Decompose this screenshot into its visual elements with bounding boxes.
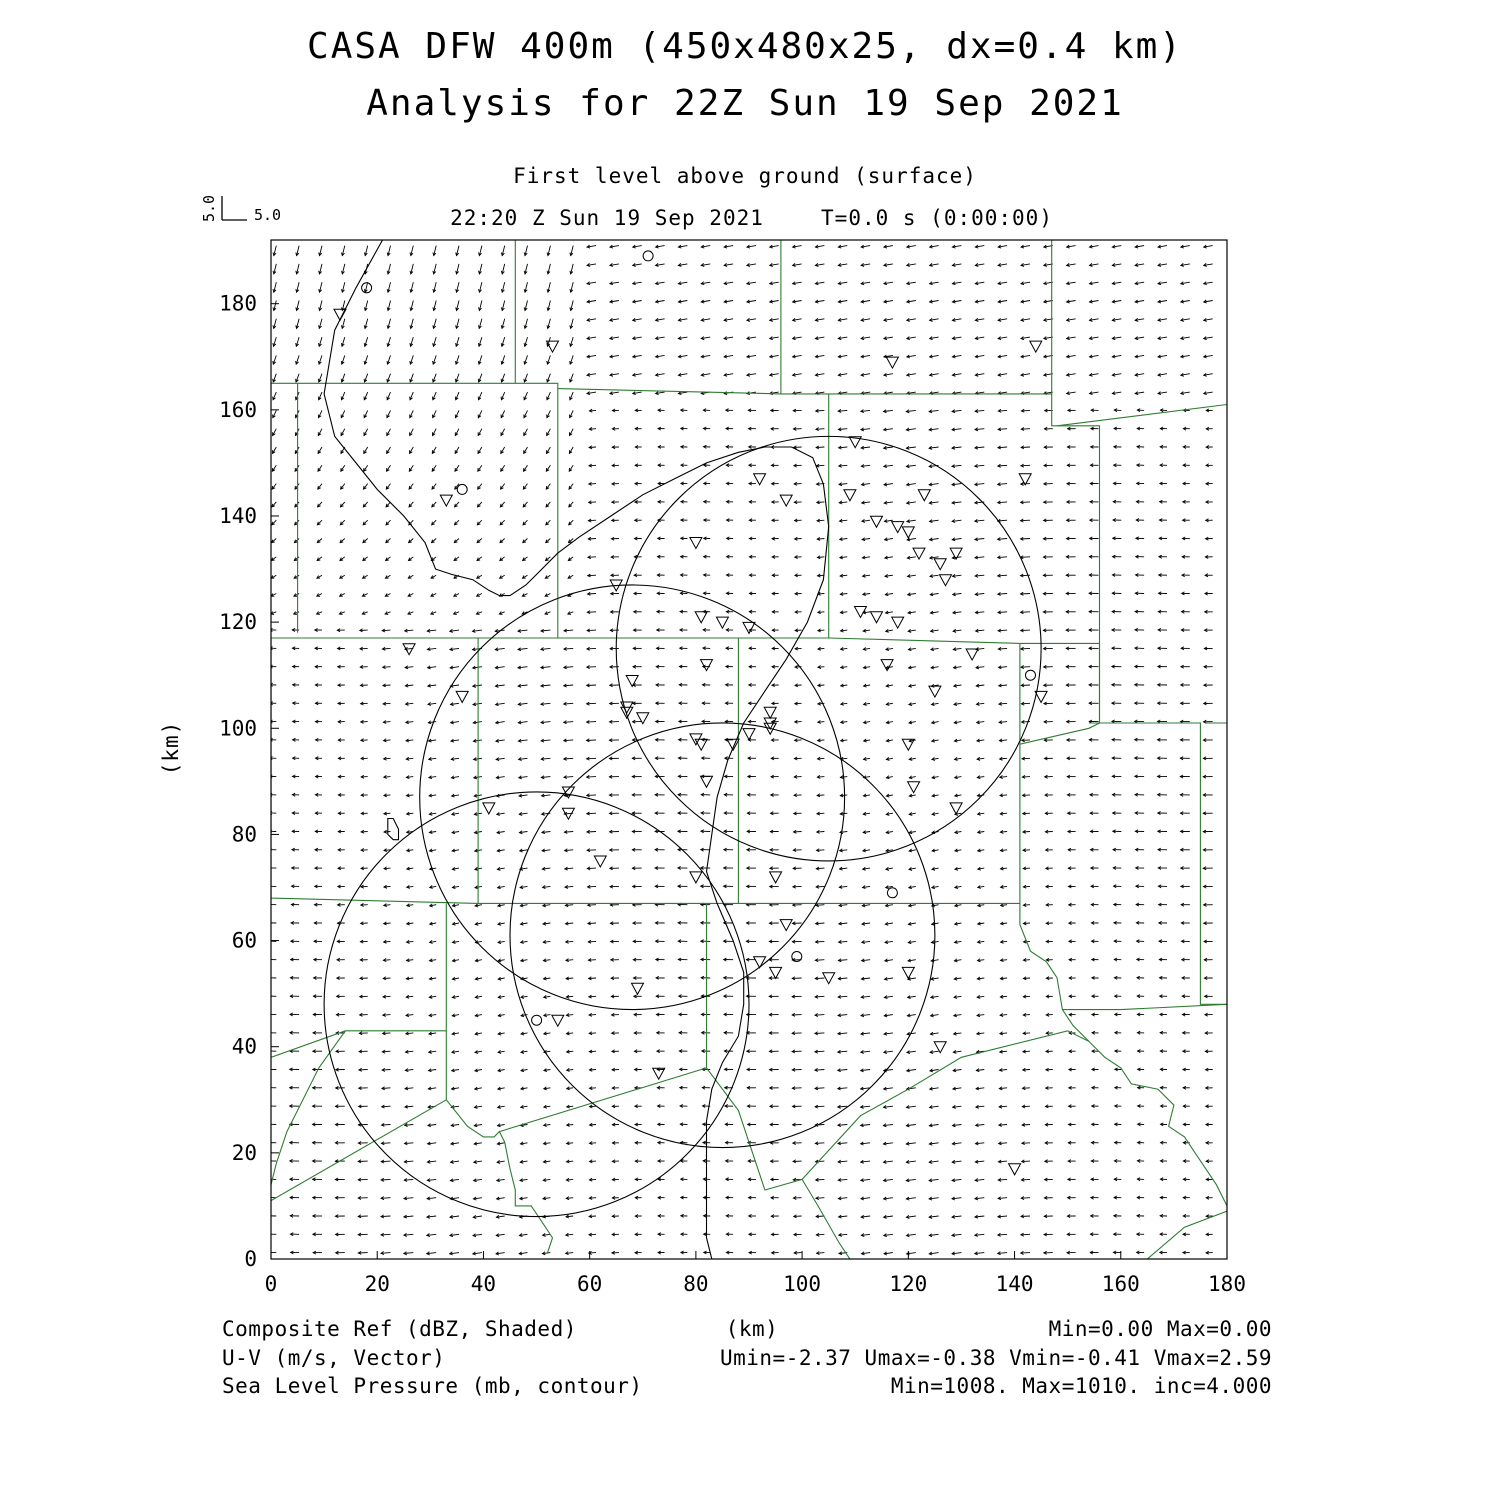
station-triangle-marker — [908, 782, 920, 793]
county-boundary — [1089, 723, 1227, 1004]
footer-field2-name: U-V (m/s, Vector) — [222, 1346, 446, 1370]
radar-range-ring — [420, 585, 845, 1010]
pressure-contour — [388, 819, 399, 840]
station-triangle-marker — [770, 872, 782, 883]
y-tick-label: 60 — [231, 928, 257, 953]
station-triangle-marker — [440, 495, 452, 506]
y-tick-label: 180 — [219, 291, 257, 316]
station-triangle-marker — [934, 1042, 946, 1053]
footer-field3-name: Sea Level Pressure (mb, contour) — [222, 1374, 643, 1398]
wind-vector-head — [267, 958, 270, 961]
county-boundary — [829, 240, 1052, 394]
y-tick-label: 100 — [219, 716, 257, 741]
valid-time-label: 22:20 Z Sun 19 Sep 2021 — [450, 206, 764, 230]
station-triangle-marker — [950, 803, 962, 814]
forecast-time-label: T=0.0 s (0:00:00) — [821, 206, 1053, 230]
station-circle-marker — [643, 251, 653, 261]
x-tick-label: 0 — [264, 1272, 278, 1296]
wind-vector-head — [267, 1050, 270, 1053]
wind-vector-head — [268, 1196, 271, 1199]
station-triangle-marker — [902, 527, 914, 538]
wind-vector-head — [267, 976, 270, 979]
x-axis-label: (km) — [725, 1317, 779, 1341]
wind-vector-head — [267, 1141, 270, 1144]
station-triangle-marker — [780, 920, 792, 931]
county-boundary — [802, 1179, 850, 1259]
station-triangle-marker — [823, 973, 835, 984]
county-boundary — [271, 1031, 345, 1058]
county-boundary — [558, 389, 829, 638]
station-triangle-marker — [1030, 341, 1042, 352]
station-triangle-marker — [780, 495, 792, 506]
county-boundary — [707, 1031, 1228, 1206]
station-circle-marker — [1026, 670, 1036, 680]
wind-vector-field — [267, 245, 1213, 1255]
station-triangle-marker — [690, 872, 702, 883]
station-triangle-marker — [456, 691, 468, 702]
footer-field2-stats: Umin=-2.37 Umax=-0.38 Vmin=-0.41 Vmax=2.59 — [719, 1346, 1272, 1370]
reference-vector-v-label: 5.0 — [200, 194, 218, 222]
station-triangle-marker — [754, 957, 766, 968]
wind-vector-head — [268, 940, 271, 943]
station-triangle-marker — [690, 538, 702, 549]
x-tick-label: 100 — [783, 1272, 822, 1296]
radar-range-ring — [324, 792, 749, 1217]
y-tick-label: 120 — [219, 610, 257, 635]
y-tick-label: 80 — [231, 822, 257, 847]
station-triangle-marker — [1009, 1164, 1021, 1175]
county-boundary — [829, 638, 1100, 744]
station-circle-marker — [457, 484, 467, 494]
county-boundary — [271, 638, 738, 903]
wind-vector-head — [267, 1013, 270, 1016]
reference-vector-u-label: 5.0 — [254, 206, 282, 224]
figure-subtitle: Analysis for 22Z Sun 19 Sep 2021 — [366, 83, 1124, 124]
station-triangle-marker — [743, 729, 755, 740]
county-boundary — [738, 744, 1020, 903]
station-triangle-marker — [743, 622, 755, 633]
station-triangle-marker — [940, 575, 952, 586]
station-triangle-marker — [913, 548, 925, 559]
wind-vector-head — [268, 1233, 271, 1236]
figure-title: CASA DFW 400m (450x480x25, dx=0.4 km) — [307, 26, 1183, 67]
station-markers — [334, 251, 1047, 1175]
x-tick-label: 180 — [1208, 1272, 1246, 1296]
station-triangle-marker — [552, 1015, 564, 1026]
y-tick-label: 20 — [231, 1140, 257, 1165]
station-triangle-marker — [929, 686, 941, 697]
x-tick-label: 60 — [577, 1272, 603, 1296]
station-triangle-marker — [892, 617, 904, 628]
station-triangle-marker — [844, 490, 856, 501]
county-boundary — [1062, 1010, 1089, 1042]
x-tick-label: 120 — [889, 1272, 928, 1296]
footer-field1-stats: Min=0.00 Max=0.00 — [1048, 1317, 1272, 1341]
reference-vector-key — [200, 195, 281, 224]
wind-vector-head — [267, 1031, 270, 1034]
y-axis-ticks — [219, 292, 279, 1271]
wind-vector-head — [267, 1159, 270, 1162]
station-triangle-marker — [966, 649, 978, 660]
county-boundary — [1057, 405, 1227, 426]
radar-range-rings — [324, 436, 1041, 1216]
county-boundary — [1052, 394, 1100, 723]
station-triangle-marker — [594, 856, 606, 867]
station-triangle-marker — [902, 967, 914, 978]
footer-field3-stats: Min=1008. Max=1010. inc=4.000 — [890, 1374, 1272, 1398]
station-triangle-marker — [695, 612, 707, 623]
station-triangle-marker — [881, 660, 893, 671]
station-triangle-marker — [871, 612, 883, 623]
x-axis-ticks — [265, 1251, 1246, 1296]
station-triangle-marker — [695, 739, 707, 750]
wind-vector-head — [268, 921, 271, 924]
y-tick-label: 0 — [244, 1247, 257, 1271]
station-triangle-marker — [701, 660, 713, 671]
station-circle-marker — [887, 888, 897, 898]
y-axis-label: (km) — [159, 720, 183, 776]
station-triangle-marker — [871, 516, 883, 527]
station-triangle-marker — [886, 357, 898, 368]
station-triangle-marker — [632, 983, 644, 994]
station-circle-marker — [532, 1015, 542, 1025]
wind-vector-head — [267, 1086, 270, 1089]
y-tick-label: 40 — [231, 1034, 257, 1059]
x-tick-label: 80 — [683, 1272, 709, 1296]
wind-vector-head — [267, 1104, 270, 1107]
wind-vector-head — [267, 995, 270, 998]
x-tick-label: 160 — [1101, 1272, 1140, 1296]
station-triangle-marker — [716, 617, 728, 628]
station-triangle-marker — [1019, 474, 1031, 485]
x-tick-label: 20 — [364, 1272, 390, 1296]
station-triangle-marker — [483, 803, 495, 814]
wind-vector-head — [267, 1178, 270, 1181]
level-label: First level above ground (surface) — [513, 164, 977, 188]
wind-vector-head — [267, 1068, 270, 1071]
county-boundary — [499, 903, 706, 1131]
station-triangle-marker — [934, 559, 946, 570]
wind-vector-head — [268, 1214, 271, 1217]
footer-field1-name: Composite Ref (dBZ, Shaded) — [222, 1317, 577, 1341]
county-boundary — [1147, 1211, 1227, 1259]
y-tick-label: 140 — [219, 503, 257, 528]
station-triangle-marker — [764, 707, 776, 718]
station-triangle-marker — [701, 776, 713, 787]
wind-vector-head — [267, 1123, 270, 1126]
county-boundary — [446, 903, 552, 1253]
x-tick-label: 140 — [995, 1272, 1034, 1296]
county-boundary — [271, 1100, 446, 1201]
x-tick-label: 40 — [470, 1272, 497, 1296]
county-boundary — [1020, 903, 1227, 1009]
y-tick-label: 160 — [219, 397, 257, 422]
station-triangle-marker — [918, 490, 930, 501]
county-boundary — [271, 383, 558, 638]
